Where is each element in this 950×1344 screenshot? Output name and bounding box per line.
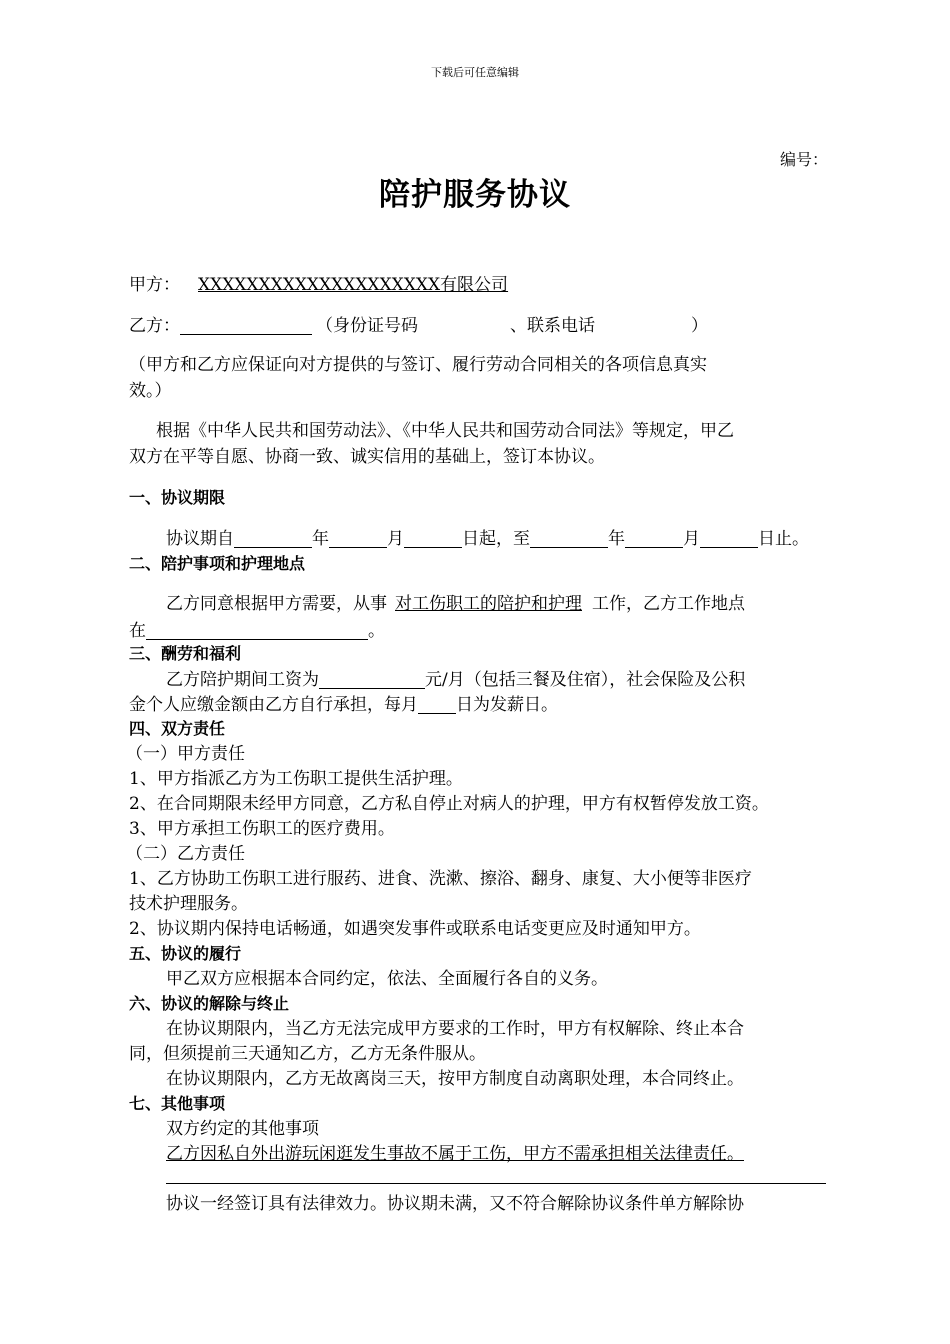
party-a-duty-1: 1、甲方指派乙方为工伤职工提供生活护理。 <box>129 769 463 789</box>
payday-text-b: 日为发薪日。 <box>456 695 558 715</box>
section-3-heading: 三、酬劳和福利 <box>129 644 242 663</box>
term-year2-label: 年 <box>608 529 625 549</box>
other-matters-subtitle: 双方约定的其他事项 <box>166 1119 319 1139</box>
start-day-blank <box>404 530 462 548</box>
start-year-blank <box>234 530 312 548</box>
party-b-id-label: （身份证号码 <box>316 316 418 336</box>
salary-blank <box>319 671 425 689</box>
termination-p1-line-2: 同，但须提前三天通知乙方，乙方无条件服从。 <box>129 1044 486 1064</box>
blank-fill-line <box>166 1183 826 1184</box>
notice-line-1: （甲方和乙方应保证向对方提供的与签订、履行劳动合同相关的各项信息真实 <box>129 355 707 375</box>
party-a-line <box>129 277 536 294</box>
termination-p2: 在协议期限内，乙方无故离岗三天，按甲方制度自动离职处理，本合同终止。 <box>166 1069 744 1089</box>
party-a-duties-title: （一）甲方责任 <box>126 744 245 764</box>
other-matters-item <box>166 1146 756 1163</box>
term-start-label: 协议期自 <box>166 529 234 549</box>
intro-line-2: 双方在平等自愿、协商一致、诚实信用的基础上，签订本协议。 <box>129 447 605 467</box>
party-a-value: XXXXXXXXXXXXXXXXXXXX有限公司 <box>198 275 509 295</box>
party-b-label: 乙方： <box>129 316 180 336</box>
salary-text-b: 元/月（包括三餐及住宿），社会保险及公积 <box>425 670 746 690</box>
payday-text-a: 金个人应缴金额由乙方自行承担，每月 <box>129 695 418 715</box>
duty-line-2 <box>129 622 385 640</box>
term-to-label: 日止。 <box>758 529 809 549</box>
duty-text-b: 工作，乙方工作地点 <box>592 594 745 614</box>
party-a-duty-3: 3、甲方承担工伤职工的医疗费用。 <box>129 819 395 839</box>
page-header-note: 下载后可任意编辑 <box>431 66 519 79</box>
section-5-heading: 五、协议的履行 <box>129 944 242 963</box>
term-month-label: 月 <box>387 529 404 549</box>
intro-line-1: 根据《中华人民共和国劳动法》、《中华人民共和国劳动合同法》等规定，甲乙 <box>156 421 734 441</box>
party-b-duty-2: 2、协议期内保持电话畅通，如遇突发事件或联系电话变更应及时通知甲方。 <box>129 919 701 939</box>
salary-line-1 <box>166 671 745 689</box>
party-b-duties-title: （二）乙方责任 <box>126 844 245 864</box>
party-b-close: ） <box>691 316 708 336</box>
duty-line-1 <box>166 596 745 613</box>
term-line <box>166 530 809 548</box>
other-matters-item-text: 乙方因私自外出游玩闲逛发生事故不属于工伤，甲方不需承担相关法律责任。 <box>166 1144 744 1164</box>
party-a-label: 甲方： <box>129 275 180 295</box>
performance-text: 甲乙双方应根据本合同约定，依法、全面履行各自的义务。 <box>166 969 608 989</box>
section-2-heading: 二、陪护事项和护理地点 <box>129 554 306 573</box>
section-1-heading: 一、协议期限 <box>129 488 226 507</box>
workplace-blank <box>146 622 368 640</box>
salary-line-2 <box>129 696 558 714</box>
workplace-end: 。 <box>368 621 385 641</box>
salary-text-a: 乙方陪护期间工资为 <box>166 670 319 690</box>
party-b-name-blank <box>180 317 312 335</box>
party-b-phone-label: 、联系电话 <box>510 316 595 336</box>
document-number-label: 编号： <box>780 150 829 169</box>
section-4-heading: 四、双方责任 <box>129 719 226 738</box>
workplace-label: 在 <box>129 621 146 641</box>
party-b-duty-1-line-2: 技术护理服务。 <box>129 894 248 914</box>
legal-effect-text: 协议一经签订具有法律效力。协议期未满，又不符合解除协议条件单方解除协 <box>166 1194 744 1214</box>
notice-line-2: 效。） <box>129 381 172 401</box>
duty-text-a: 乙方同意根据甲方需要，从事 <box>166 594 387 614</box>
party-a-duty-2: 2、在合同期限未经甲方同意，乙方私自停止对病人的护理，甲方有权暂停发放工资。 <box>129 794 769 814</box>
start-month-blank <box>329 530 387 548</box>
term-month2-label: 月 <box>683 529 700 549</box>
document-title: 陪护服务协议 <box>379 177 571 213</box>
end-month-blank <box>625 530 683 548</box>
duty-value: 对工伤职工的陪护和护理 <box>395 594 582 614</box>
termination-p1-line-1: 在协议期限内，当乙方无法完成甲方要求的工作时，甲方有权解除、终止本合 <box>166 1019 744 1039</box>
section-7-heading: 七、其他事项 <box>129 1094 226 1113</box>
end-day-blank <box>700 530 758 548</box>
party-b-duty-1-line-1: 1、乙方协助工伤职工进行服药、进食、洗漱、擦浴、翻身、康复、大小便等非医疗 <box>129 869 752 889</box>
term-from-label: 日起，至 <box>462 529 530 549</box>
end-year-blank <box>530 530 608 548</box>
payday-blank <box>418 696 456 714</box>
party-b-line <box>129 317 708 335</box>
section-6-heading: 六、协议的解除与终止 <box>129 994 290 1013</box>
term-year-label: 年 <box>312 529 329 549</box>
